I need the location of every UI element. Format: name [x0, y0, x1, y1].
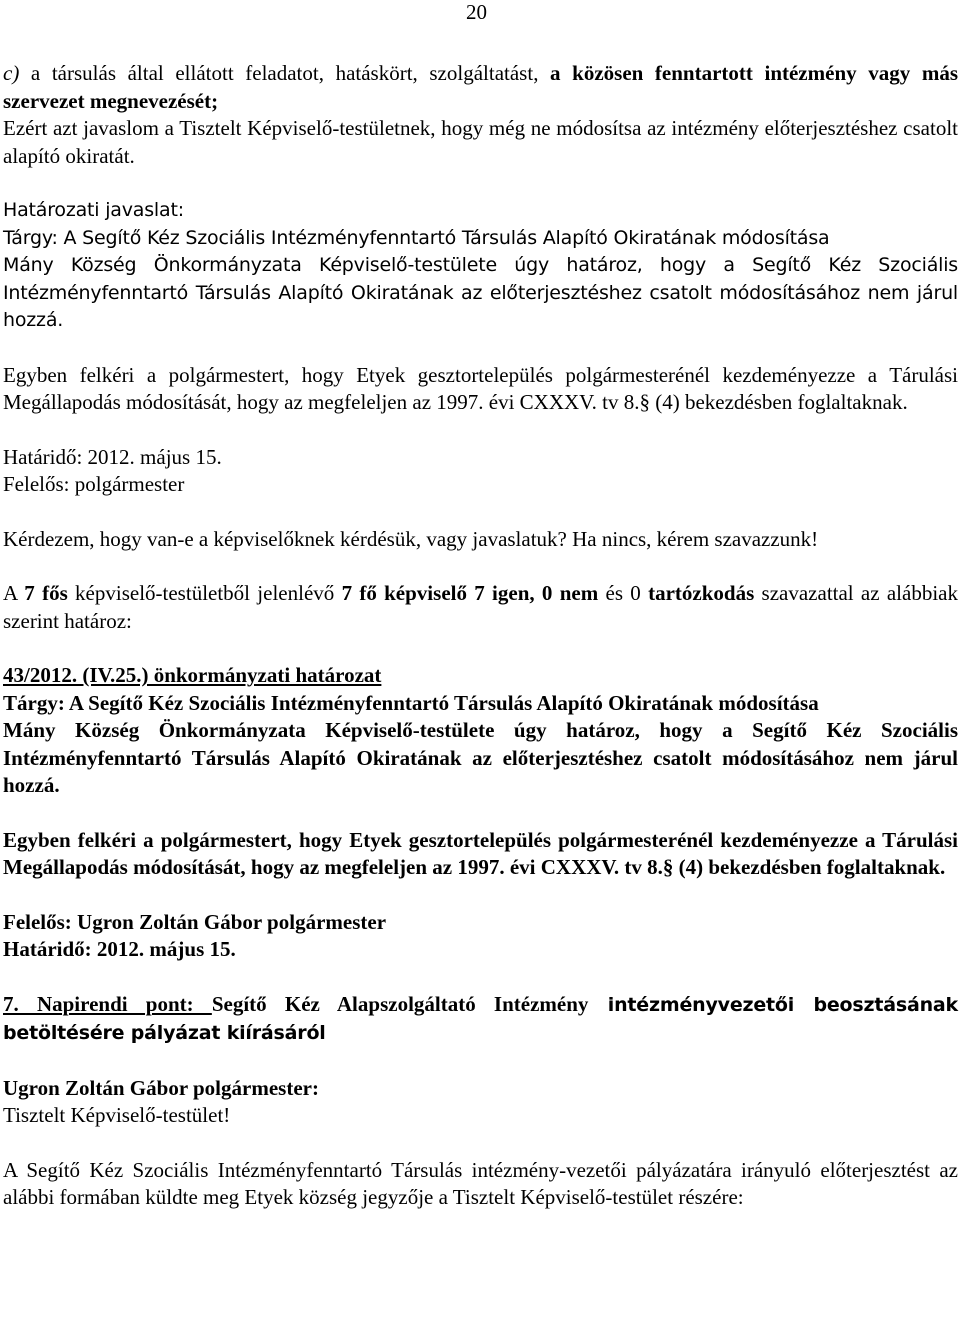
agenda-label: 7. Napirendi pont: [3, 991, 212, 1016]
resolution-deadline: Határidő: 2012. május 15. [3, 937, 236, 961]
resolution-body: Mány Község Önkormányzata Képviselő-testülete úgy határoz, hogy a Segítő Kéz Szociális Intézményfenntartó Társulás Alapító Okiratának az előterjesztéshez csatolt módosításához nem járul hozzá. [3, 718, 958, 797]
agenda-item [3, 991, 958, 1048]
greeting: Tisztelt Képviselő-testület! [3, 1103, 231, 1127]
question-text: Kérdezem, hogy van-e a képviselőknek kérdésük, vagy javaslatuk? Ha nincs, kérem szavazzunk! [3, 526, 819, 551]
resolution-subject: Tárgy: A Segítő Kéz Szociális Intézményfenntartó Társulás Alapító Okiratának módosítása [3, 690, 819, 715]
item-c-text: a társulás által ellátott feladatot, hatáskört, szolgáltatást, [19, 61, 551, 85]
item-c-bold: a közösen fenntartott intézmény vagy más szervezet megnevezését; [3, 61, 958, 113]
agenda-title: Segítő Kéz Alapszolgáltató Intézmény [211, 991, 589, 1016]
vote-count: 7 fő képviselő 7 igen, 0 nem [341, 581, 599, 605]
resolution-responsible: Felelős: Ugron Zoltán Gábor polgármester [3, 909, 387, 934]
intro-item-c [3, 60, 958, 115]
speaker: Ugron Zoltán Gábor polgármester: [3, 1075, 319, 1100]
vote-text: A [3, 581, 25, 605]
proposal-subject: Tárgy: A Segítő Kéz Szociális Intézményfenntartó Társulás Alapító Okiratának módosítása [3, 226, 830, 249]
proposal-deadline: Határidő: 2012. május 15. [3, 444, 222, 469]
resolution-number: 43/2012. (IV.25.) önkormányzati határozat [3, 663, 382, 687]
vote-text: szavazattal az alábbiak szerint határoz: [3, 581, 958, 633]
vote-members: 7 fős [24, 581, 68, 605]
intro-recommendation: Ezért azt javaslom a Tisztelt Képviselő-testületnek, hogy még ne módosítsa az intézmény előterjesztéshez csatolt alapító okiratát. [3, 116, 958, 168]
proposal-heading: Határozati javaslat: [3, 199, 184, 221]
resolution-request: Egyben felkéri a polgármestert, hogy Etyek gesztortelepülés polgármesterénél kezdeményezze a Tárulási Megállapodás módosítását, hogy az megfeleljen az 1997. évi CXXXV. tv 8.§ (4) bekezdésben foglaltaknak. [3, 827, 958, 879]
proposal-request: Egyben felkéri a polgármestert, hogy Etyek gesztortelepülés polgármesterénél kezdeményezze a Tárulási Megállapodás módosítását, hogy az megfeleljen az 1997. évi CXXXV. tv 8.§ (4) bekezdésben foglaltaknak. [3, 362, 958, 414]
vote-text: és 0 [598, 581, 649, 605]
item-c-prefix: c) [3, 61, 20, 85]
vote-text: képviselő-testületből jelenlévő [67, 581, 342, 605]
document-body [3, 60, 958, 1212]
proposal-body: Mány Község Önkormányzata Képviselő-testülete úgy határoz, hogy a Segítő Kéz Szociális Intézményfenntartó Társulás Alapító Okiratának az előterjesztéshez csatolt módosításához nem járul hozzá. [3, 254, 958, 331]
vote-result [3, 580, 958, 635]
closing-paragraph: A Segítő Kéz Szociális Intézményfenntartó Társulás intézmény-vezetői pályázatára irányuló előterjesztést az alábbi formában küldte meg Etyek község jegyzője a Tisztelt Képviselő-testület részére: [3, 1157, 958, 1209]
vote-abstain: tartózkodás [648, 581, 755, 605]
page-number: 20 [466, 0, 487, 24]
proposal-responsible: Felelős: polgármester [3, 472, 185, 496]
agenda-title-rest: intézményvezetői beosztásának betöltésére pályázat kiírásáról [3, 993, 958, 1044]
